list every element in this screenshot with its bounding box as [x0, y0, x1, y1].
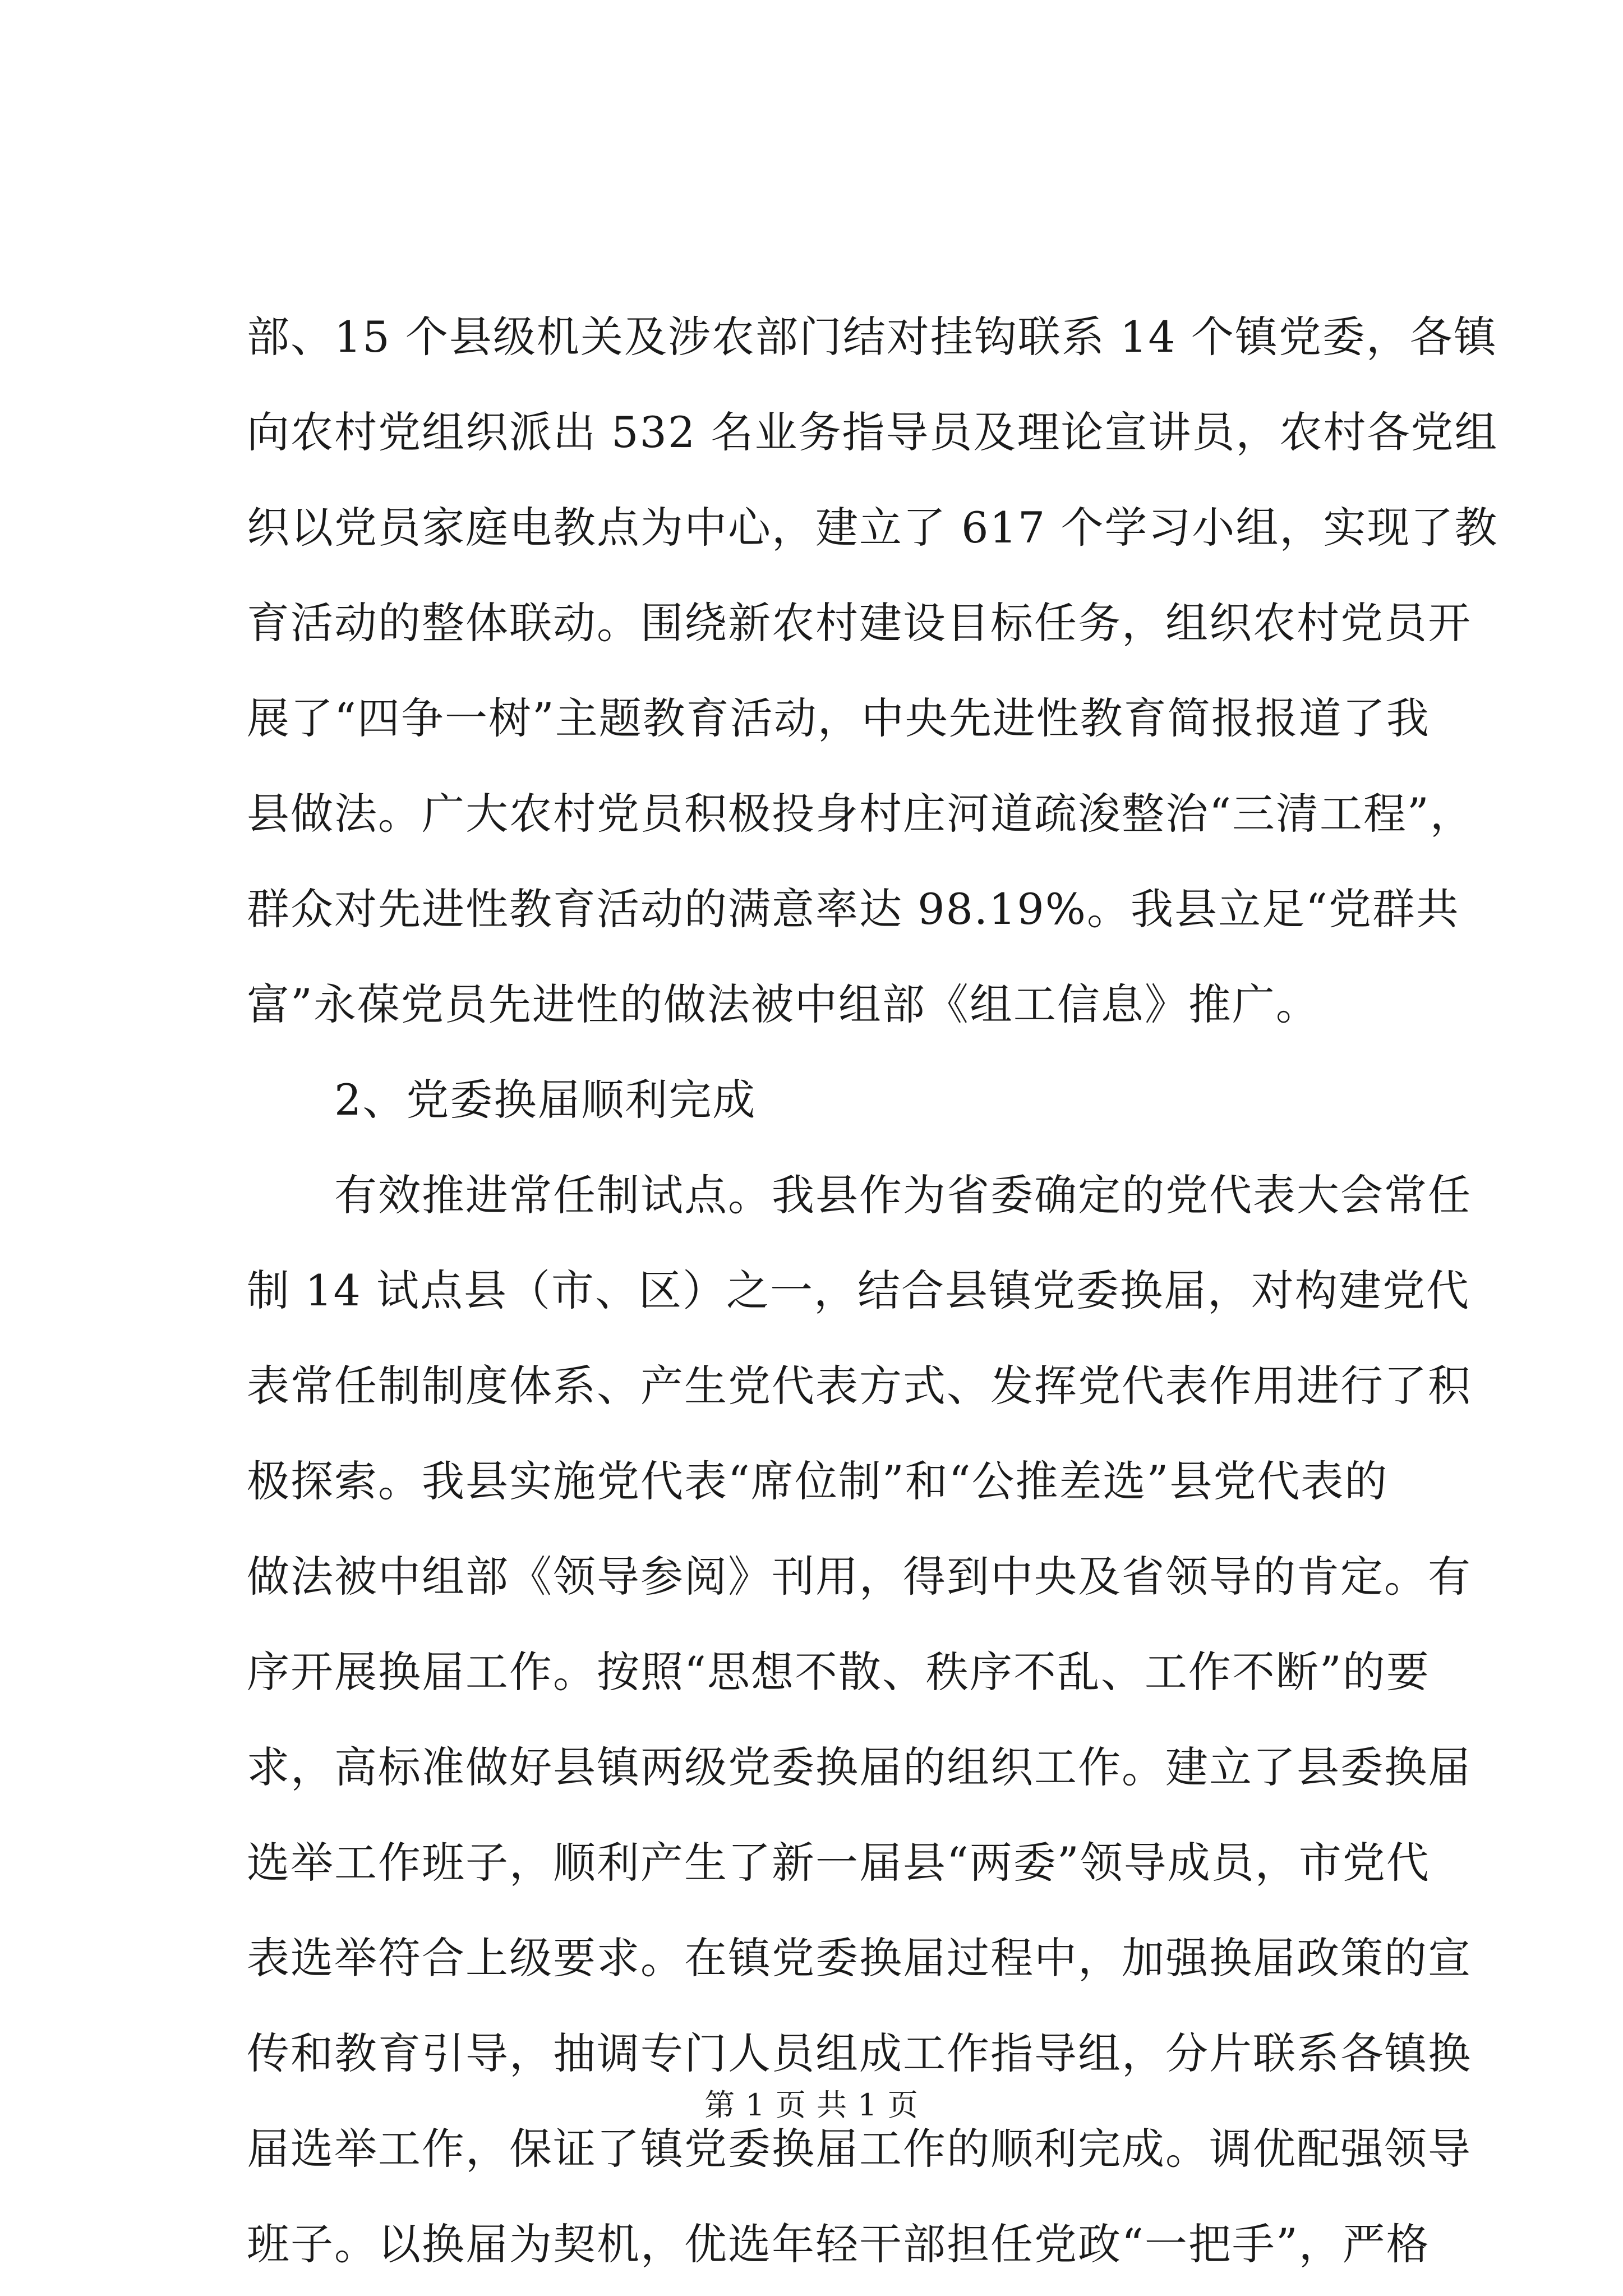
page-footer: [0, 2086, 1623, 2125]
text-line: 育活动的整体联动。围绕新农村建设目标任务，组织农村党员开: [247, 598, 1472, 648]
text-line: 部、15 个县级机关及涉农部门结对挂钩联系 14 个镇党委，各镇: [247, 312, 1497, 362]
body-text: [247, 289, 1498, 2292]
page-number: 第 1 页 共 1 页: [704, 2087, 919, 2123]
text-line: 表选举符合上级要求。在镇党委换届过程中，加强换届政策的宣: [247, 1933, 1472, 1983]
text-line: 极探索。我县实施党代表“席位制”和“公推差选”县党代表的: [247, 1456, 1389, 1506]
text-line: 求，高标准做好县镇两级党委换届的组织工作。建立了县委换届: [247, 1742, 1472, 1792]
text-line: 传和教育引导，抽调专门人员组成工作指导组，分片联系各镇换: [247, 2028, 1472, 2078]
section-heading: 2、党委换届顺利完成: [334, 1075, 757, 1125]
text-line: 县做法。广大农村党员积极投身村庄河道疏浚整治“三清工程”，: [247, 789, 1474, 839]
text-line: 制 14 试点县（市、区）之一，结合县镇党委换届，对构建党代: [247, 1266, 1470, 1315]
text-line: 群众对先进性教育活动的满意率达 98.19%。我县立足“党群共: [247, 884, 1460, 934]
text-line: 向农村党组织派出 532 名业务指导员及理论宣讲员，农村各党组: [247, 407, 1498, 457]
text-line: 届选举工作，保证了镇党委换届工作的顺利完成。调优配强领导: [247, 2124, 1472, 2174]
text-line: 展了“四争一树”主题教育活动，中央先进性教育简报报道了我: [247, 693, 1430, 743]
text-line: 表常任制制度体系、产生党代表方式、发挥党代表作用进行了积: [247, 1361, 1472, 1411]
text-line: 有效推进常任制试点。我县作为省委确定的党代表大会常任: [334, 1170, 1472, 1220]
text-line: 织以党员家庭电教点为中心，建立了 617 个学习小组，实现了教: [247, 503, 1498, 553]
text-line: 做法被中组部《领导参阅》刊用，得到中央及省领导的肯定。有: [247, 1552, 1472, 1602]
text-line: 富”永葆党员先进性的做法被中组部《组工信息》推广。: [247, 979, 1320, 1029]
text-line: 选举工作班子，顺利产生了新一届县“两委”领导成员，市党代: [247, 1838, 1430, 1888]
text-line: 班子。以换届为契机，优选年轻干部担任党政“一把手”，严格: [247, 2219, 1430, 2269]
text-line: 序开展换届工作。按照“思想不散、秩序不乱、工作不断”的要: [247, 1647, 1430, 1697]
